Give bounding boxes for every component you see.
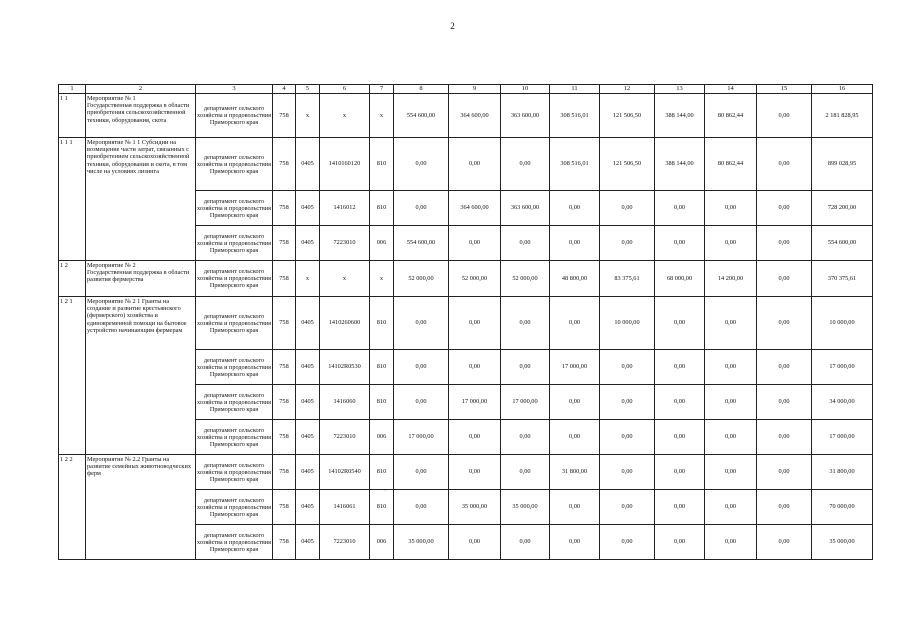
table-row (59, 455, 873, 490)
amount-col-11: 48 800,00 (550, 261, 600, 297)
amount-col-12: 121 506,50 (600, 94, 655, 138)
executor: департамент сельского хозяйства и продовольствия Приморского края (196, 420, 273, 455)
executor: департамент сельского хозяйства и продовольствия Приморского края (196, 385, 273, 420)
amount-col-10: 0,00 (501, 226, 550, 261)
amount-col-8: 0,00 (394, 191, 449, 226)
amount-col-8: 0,00 (394, 138, 449, 191)
amount-col-9: 0,00 (449, 420, 501, 455)
amount-col-10: 17 000,00 (501, 385, 550, 420)
target-code: 7223010 (320, 525, 370, 560)
amount-col-11: 0,00 (550, 420, 600, 455)
amount-col-12: 0,00 (600, 455, 655, 490)
amount-col-10: 0,00 (501, 350, 550, 385)
expense-type-code: 006 (370, 525, 394, 560)
scan-speck: · (384, 488, 386, 494)
expense-type-code: 810 (370, 455, 394, 490)
header-cell: 8 (394, 85, 449, 94)
executor: департамент сельского хозяйства и продовольствия Приморского края (196, 261, 273, 297)
header-cell: 14 (705, 85, 757, 94)
amount-col-11: 17 000,00 (550, 350, 600, 385)
amount-col-14: 80 862,44 (705, 94, 757, 138)
expense-type-code: x (370, 261, 394, 297)
section-code: 0405 (296, 455, 320, 490)
item-number: 1 1 1 (59, 138, 86, 261)
table-row (59, 297, 873, 350)
amount-col-10: 363 600,00 (501, 191, 550, 226)
header-cell: 15 (757, 85, 812, 94)
executor: департамент сельского хозяйства и продовольствия Приморского края (196, 191, 273, 226)
amount-col-13: 388 144,00 (655, 138, 705, 191)
expense-type-code: 810 (370, 297, 394, 350)
header-cell: 7 (370, 85, 394, 94)
amount-col-14: 0,00 (705, 525, 757, 560)
budget-table (58, 84, 873, 560)
target-code: 1416061 (320, 490, 370, 525)
amount-col-9: 0,00 (449, 455, 501, 490)
amount-col-9: 364 600,00 (449, 191, 501, 226)
amount-total: 728 200,00 (812, 191, 873, 226)
executor: департамент сельского хозяйства и продовольствия Приморского края (196, 94, 273, 138)
amount-col-8: 35 000,00 (394, 525, 449, 560)
amount-col-15: 0,00 (757, 385, 812, 420)
expense-type-code: 810 (370, 138, 394, 191)
amount-col-11: 0,00 (550, 297, 600, 350)
amount-col-10: 35 000,00 (501, 490, 550, 525)
amount-col-10: 363 600,00 (501, 94, 550, 138)
amount-col-15: 0,00 (757, 261, 812, 297)
header-cell: 2 (86, 85, 196, 94)
header-cell: 5 (296, 85, 320, 94)
expense-type-code: 810 (370, 350, 394, 385)
section-code: 0405 (296, 138, 320, 191)
section-code: x (296, 94, 320, 138)
amount-col-9: 0,00 (449, 297, 501, 350)
table-row (59, 261, 873, 297)
amount-col-14: 0,00 (705, 297, 757, 350)
amount-col-15: 0,00 (757, 191, 812, 226)
amount-col-8: 554 600,00 (394, 94, 449, 138)
amount-total: 34 000,00 (812, 385, 873, 420)
amount-col-14: 0,00 (705, 191, 757, 226)
expense-type-code: 810 (370, 385, 394, 420)
amount-col-14: 0,00 (705, 490, 757, 525)
executor: департамент сельского хозяйства и продовольствия Приморского края (196, 350, 273, 385)
header-cell: 10 (501, 85, 550, 94)
amount-col-13: 0,00 (655, 350, 705, 385)
amount-total: 899 028,95 (812, 138, 873, 191)
executor: департамент сельского хозяйства и продовольствия Приморского края (196, 490, 273, 525)
amount-col-12: 0,00 (600, 191, 655, 226)
amount-col-14: 0,00 (705, 226, 757, 261)
expense-type-code: 006 (370, 226, 394, 261)
amount-col-13: 0,00 (655, 385, 705, 420)
amount-col-9: 0,00 (449, 350, 501, 385)
amount-total: 10 000,00 (812, 297, 873, 350)
item-number: 1 1 (59, 94, 86, 138)
amount-col-10: 0,00 (501, 525, 550, 560)
amount-col-9: 0,00 (449, 226, 501, 261)
header-cell: 13 (655, 85, 705, 94)
executor: департамент сельского хозяйства и продовольствия Приморского края (196, 297, 273, 350)
amount-col-10: 0,00 (501, 455, 550, 490)
target-code: 1410160120 (320, 138, 370, 191)
amount-col-9: 364 600,00 (449, 94, 501, 138)
section-code: 0405 (296, 420, 320, 455)
target-code: 7223010 (320, 226, 370, 261)
amount-col-15: 0,00 (757, 138, 812, 191)
amount-col-12: 0,00 (600, 226, 655, 261)
amount-col-11: 31 800,00 (550, 455, 600, 490)
amount-total: 35 000,00 (812, 525, 873, 560)
amount-col-13: 0,00 (655, 226, 705, 261)
header-cell: 16 (812, 85, 873, 94)
amount-col-8: 52 000,00 (394, 261, 449, 297)
amount-col-15: 0,00 (757, 297, 812, 350)
grbs-code: 758 (273, 261, 296, 297)
header-cell: 9 (449, 85, 501, 94)
amount-col-8: 0,00 (394, 455, 449, 490)
target-code: 1416060 (320, 385, 370, 420)
amount-col-12: 0,00 (600, 350, 655, 385)
amount-col-14: 0,00 (705, 385, 757, 420)
grbs-code: 758 (273, 350, 296, 385)
amount-col-15: 0,00 (757, 455, 812, 490)
amount-col-15: 0,00 (757, 350, 812, 385)
amount-col-11: 0,00 (550, 525, 600, 560)
executor: департамент сельского хозяйства и продовольствия Приморского края (196, 525, 273, 560)
amount-total: 31 800,00 (812, 455, 873, 490)
grbs-code: 758 (273, 490, 296, 525)
amount-col-12: 0,00 (600, 420, 655, 455)
grbs-code: 758 (273, 455, 296, 490)
amount-col-14: 80 862,44 (705, 138, 757, 191)
column-number-header-row (59, 85, 873, 94)
amount-col-14: 0,00 (705, 455, 757, 490)
amount-col-8: 0,00 (394, 350, 449, 385)
amount-col-8: 554 600,00 (394, 226, 449, 261)
grbs-code: 758 (273, 226, 296, 261)
item-number: 1 2 (59, 261, 86, 297)
amount-col-9: 0,00 (449, 525, 501, 560)
amount-total: 370 375,61 (812, 261, 873, 297)
table-row (59, 138, 873, 191)
amount-col-11: 0,00 (550, 226, 600, 261)
item-number: 1 2 2 (59, 455, 86, 560)
amount-col-15: 0,00 (757, 525, 812, 560)
amount-col-11: 0,00 (550, 385, 600, 420)
amount-col-12: 10 000,00 (600, 297, 655, 350)
amount-total: 70 000,00 (812, 490, 873, 525)
target-code: 7223010 (320, 420, 370, 455)
executor: департамент сельского хозяйства и продовольствия Приморского края (196, 226, 273, 261)
amount-col-8: 0,00 (394, 297, 449, 350)
amount-col-11: 0,00 (550, 191, 600, 226)
amount-col-12: 0,00 (600, 525, 655, 560)
expense-type-code: 810 (370, 490, 394, 525)
item-name: Мероприятие № 2 Государственная поддержка в области развития фермерства (86, 261, 196, 297)
section-code: 0405 (296, 226, 320, 261)
target-code: 14102R0540 (320, 455, 370, 490)
header-cell: 11 (550, 85, 600, 94)
amount-col-9: 35 000,00 (449, 490, 501, 525)
amount-col-13: 0,00 (655, 455, 705, 490)
executor: департамент сельского хозяйства и продовольствия Приморского края (196, 455, 273, 490)
amount-col-11: 308 516,01 (550, 94, 600, 138)
amount-col-8: 0,00 (394, 490, 449, 525)
item-name: Мероприятие № 2 1 Гранты на создание и развитие крестьянского (фермерского) хозяйства и единовременной помощи на бытовое устройство начинающим фермерам (86, 297, 196, 455)
amount-col-13: 68 000,00 (655, 261, 705, 297)
item-name: Мероприятие № 2.2 Гранты на развитие семейных животноводческих ферм (86, 455, 196, 560)
grbs-code: 758 (273, 94, 296, 138)
amount-col-9: 52 000,00 (449, 261, 501, 297)
item-number: 1 2 1 (59, 297, 86, 455)
amount-col-13: 0,00 (655, 525, 705, 560)
section-code: 0405 (296, 191, 320, 226)
target-code: x (320, 261, 370, 297)
amount-col-10: 52 000,00 (501, 261, 550, 297)
amount-col-12: 0,00 (600, 385, 655, 420)
section-code: 0405 (296, 490, 320, 525)
amount-col-9: 0,00 (449, 138, 501, 191)
header-cell: 6 (320, 85, 370, 94)
amount-col-8: 0,00 (394, 385, 449, 420)
target-code: 1410260600 (320, 297, 370, 350)
table-row (59, 94, 873, 138)
amount-total: 17 000,00 (812, 350, 873, 385)
amount-col-13: 0,00 (655, 191, 705, 226)
expense-type-code: 810 (370, 191, 394, 226)
amount-col-9: 17 000,00 (449, 385, 501, 420)
amount-col-15: 0,00 (757, 420, 812, 455)
header-cell: 4 (273, 85, 296, 94)
amount-col-15: 0,00 (757, 226, 812, 261)
section-code: x (296, 261, 320, 297)
amount-col-13: 0,00 (655, 490, 705, 525)
grbs-code: 758 (273, 385, 296, 420)
page-number: 2 (450, 21, 455, 31)
grbs-code: 758 (273, 525, 296, 560)
header-cell: 12 (600, 85, 655, 94)
section-code: 0405 (296, 525, 320, 560)
grbs-code: 758 (273, 138, 296, 191)
amount-col-14: 0,00 (705, 420, 757, 455)
item-name: Мероприятие № 1 Государственная поддержка в области приобретения сельскохозяйственной техники, оборудования, скота (86, 94, 196, 138)
grbs-code: 758 (273, 297, 296, 350)
item-name: Мероприятие № 1 1 Субсидии на возмещение части затрат, связанных с приобретением сельскохозяйственной техники, оборудования и скота, в том числе на условиях лизинга (86, 138, 196, 261)
amount-col-8: 17 000,00 (394, 420, 449, 455)
section-code: 0405 (296, 350, 320, 385)
expense-type-code: x (370, 94, 394, 138)
amount-total: 554 600,00 (812, 226, 873, 261)
amount-col-10: 0,00 (501, 297, 550, 350)
amount-col-13: 0,00 (655, 420, 705, 455)
executor: департамент сельского хозяйства и продовольствия Приморского края (196, 138, 273, 191)
amount-col-11: 0,00 (550, 490, 600, 525)
header-cell: 3 (196, 85, 273, 94)
amount-col-13: 0,00 (655, 297, 705, 350)
amount-col-12: 83 375,61 (600, 261, 655, 297)
grbs-code: 758 (273, 420, 296, 455)
amount-col-13: 388 144,00 (655, 94, 705, 138)
target-code: 14102R0530 (320, 350, 370, 385)
amount-col-14: 0,00 (705, 350, 757, 385)
header-cell: 1 (59, 85, 86, 94)
amount-col-10: 0,00 (501, 138, 550, 191)
target-code: 1416012 (320, 191, 370, 226)
amount-col-15: 0,00 (757, 94, 812, 138)
expense-type-code: 006 (370, 420, 394, 455)
amount-total: 17 000,00 (812, 420, 873, 455)
amount-col-15: 0,00 (757, 490, 812, 525)
section-code: 0405 (296, 385, 320, 420)
amount-total: 2 181 828,95 (812, 94, 873, 138)
section-code: 0405 (296, 297, 320, 350)
amount-col-12: 0,00 (600, 490, 655, 525)
amount-col-12: 121 506,50 (600, 138, 655, 191)
amount-col-11: 308 516,01 (550, 138, 600, 191)
grbs-code: 758 (273, 191, 296, 226)
amount-col-14: 14 200,00 (705, 261, 757, 297)
amount-col-10: 0,00 (501, 420, 550, 455)
target-code: x (320, 94, 370, 138)
